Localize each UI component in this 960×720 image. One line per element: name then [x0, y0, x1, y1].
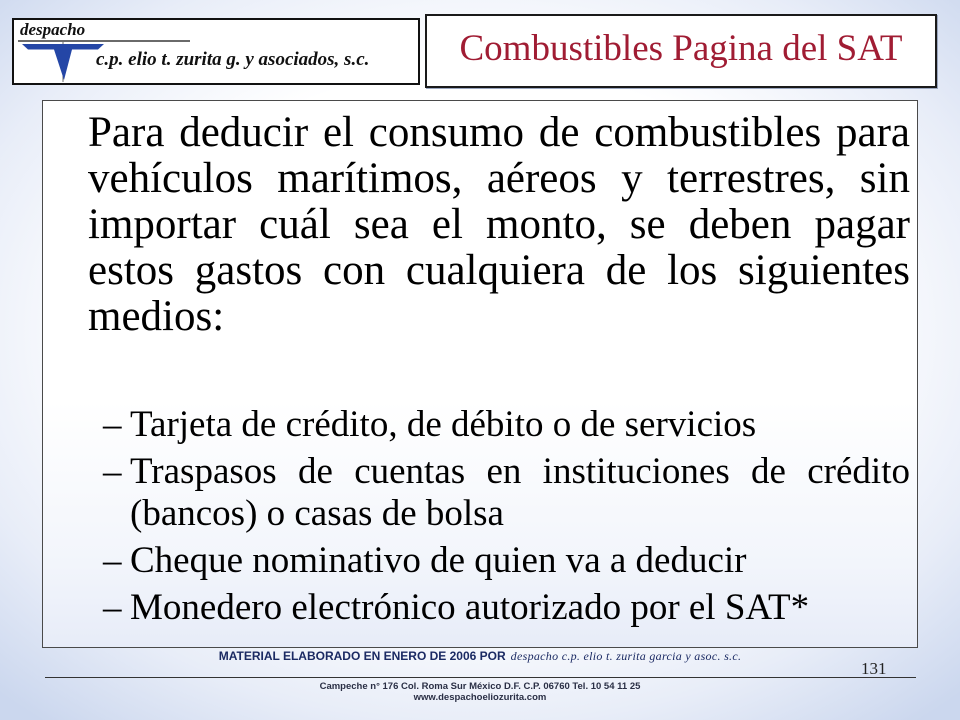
- list-item-text: Cheque nominativo de quien va a deducir: [130, 540, 747, 581]
- list-marker: –: [103, 540, 122, 581]
- title-box: [425, 14, 937, 88]
- footer-credit: [0, 648, 960, 664]
- footer-divider: [45, 677, 916, 678]
- footer-credit-prefix: MATERIAL ELABORADO EN ENERO DE 2006 POR: [218, 649, 506, 663]
- logo-box: [12, 18, 420, 85]
- logo-mark-stem: [54, 50, 72, 81]
- list-item-text: Traspasos de cuentas en instituciones de crédito (bancos) o casas de bolsa: [130, 451, 910, 534]
- list-item-text: Tarjeta de crédito, de débito o de servicios: [130, 404, 757, 445]
- list-marker: –: [103, 404, 122, 445]
- logo-brand-name: despacho: [20, 20, 86, 39]
- footer-address: Campeche n° 176 Col. Roma Sur México D.F. C.P. 06760 Tel. 10 54 11 25: [319, 681, 641, 692]
- list-marker: –: [103, 587, 122, 628]
- list-item-text: Monedero electrónico autorizado por el SAT*: [130, 587, 810, 628]
- intro-paragraph: Para deducir el consumo de combustibles para vehículos marítimos, aéreos y terrestres, sin importar cuál sea el monto, se deben pagar estos gastos con cualquiera de los siguientes medios:: [88, 109, 910, 340]
- list-item: [103, 404, 910, 446]
- footer-website: www.despachoeliozurita.com: [413, 692, 547, 703]
- logo-firm-name: c.p. elio t. zurita g. y asociados, s.c.: [96, 49, 370, 70]
- footer-credit-author: despacho c.p. elio t. zurita garcia y asoc. s.c.: [510, 649, 742, 663]
- logo-mark-bar: [22, 44, 104, 50]
- list-marker: –: [103, 451, 122, 492]
- list-item: [103, 587, 910, 629]
- list-item: [103, 451, 910, 535]
- payment-methods-list: [103, 404, 910, 629]
- page-title: Combustibles Pagina del SAT: [459, 28, 903, 69]
- page-number: 131: [861, 659, 887, 678]
- content-box: [42, 100, 918, 648]
- list-item: [103, 540, 910, 582]
